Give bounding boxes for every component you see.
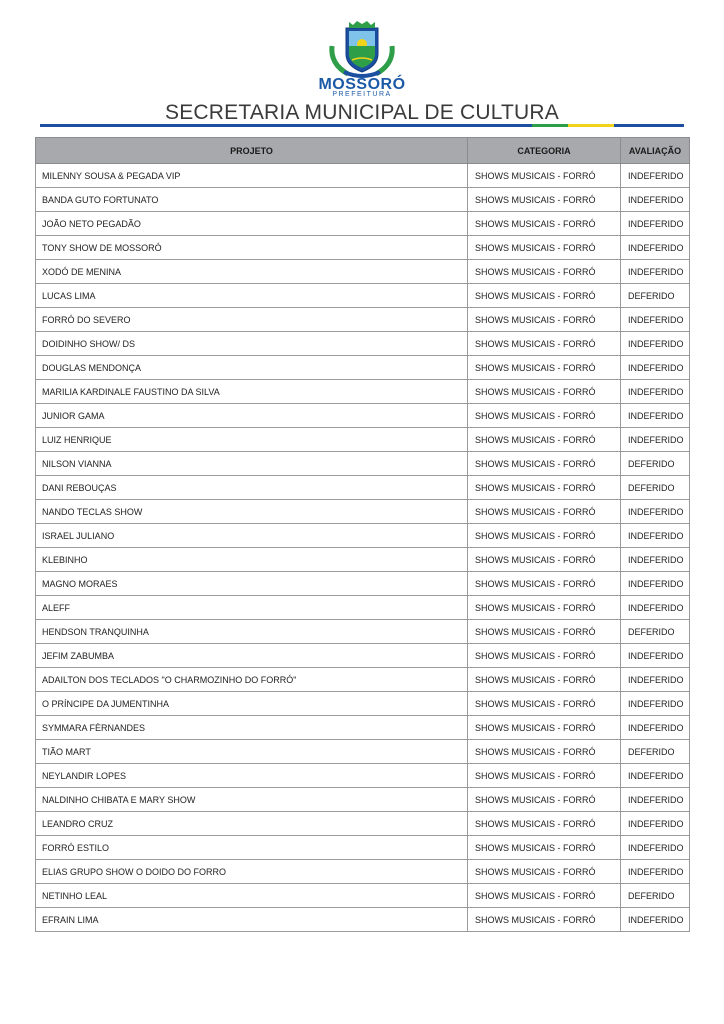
brand-name: MOSSORÓ: [318, 76, 406, 93]
table-row: [36, 788, 690, 812]
cell-projeto: NANDO TECLAS SHOW: [36, 500, 468, 524]
header-stripe-green: [532, 124, 568, 127]
cell-projeto: FORRÓ ESTILO: [36, 836, 468, 860]
table-row: [36, 572, 690, 596]
cell-categoria: SHOWS MUSICAIS - FORRÓ: [468, 908, 621, 932]
cell-projeto: ELIAS GRUPO SHOW O DOIDO DO FORRO: [36, 860, 468, 884]
table-row: [36, 884, 690, 908]
cell-categoria: SHOWS MUSICAIS - FORRÓ: [468, 572, 621, 596]
column-header-categoria: CATEGORIA: [468, 138, 621, 164]
cell-projeto: MAGNO MORAES: [36, 572, 468, 596]
table-row: [36, 164, 690, 188]
cell-categoria: SHOWS MUSICAIS - FORRÓ: [468, 764, 621, 788]
cell-projeto: KLEBINHO: [36, 548, 468, 572]
cell-projeto: HENDSON TRANQUINHA: [36, 620, 468, 644]
cell-projeto: DOIDINHO SHOW/ DS: [36, 332, 468, 356]
cell-avaliacao: INDEFERIDO: [621, 380, 690, 404]
table-row: [36, 596, 690, 620]
cell-projeto: NETINHO LEAL: [36, 884, 468, 908]
cell-avaliacao: INDEFERIDO: [621, 236, 690, 260]
cell-avaliacao: INDEFERIDO: [621, 548, 690, 572]
table-row: [36, 236, 690, 260]
cell-avaliacao: INDEFERIDO: [621, 332, 690, 356]
cell-projeto: XODÓ DE MENINA: [36, 260, 468, 284]
cell-projeto: NILSON VIANNA: [36, 452, 468, 476]
cell-categoria: SHOWS MUSICAIS - FORRÓ: [468, 668, 621, 692]
cell-categoria: SHOWS MUSICAIS - FORRÓ: [468, 164, 621, 188]
table-row: [36, 452, 690, 476]
cell-avaliacao: INDEFERIDO: [621, 692, 690, 716]
cell-projeto: SYMMARA FÈRNANDES: [36, 716, 468, 740]
cell-categoria: SHOWS MUSICAIS - FORRÓ: [468, 500, 621, 524]
cell-projeto: ALEFF: [36, 596, 468, 620]
crest-icon: [322, 20, 402, 80]
table-row: [36, 836, 690, 860]
cell-projeto: NEYLANDIR LOPES: [36, 764, 468, 788]
cell-avaliacao: INDEFERIDO: [621, 596, 690, 620]
cell-projeto: TIÃO MART: [36, 740, 468, 764]
results-table: [35, 137, 690, 932]
cell-projeto: MILENNY SOUSA & PEGADA VIP: [36, 164, 468, 188]
cell-avaliacao: INDEFERIDO: [621, 188, 690, 212]
cell-projeto: JEFIM ZABUMBA: [36, 644, 468, 668]
cell-avaliacao: INDEFERIDO: [621, 212, 690, 236]
cell-categoria: SHOWS MUSICAIS - FORRÓ: [468, 308, 621, 332]
cell-avaliacao: DEFERIDO: [621, 740, 690, 764]
cell-avaliacao: DEFERIDO: [621, 884, 690, 908]
header-stripe-yellow: [568, 124, 614, 127]
cell-avaliacao: INDEFERIDO: [621, 260, 690, 284]
cell-categoria: SHOWS MUSICAIS - FORRÓ: [468, 452, 621, 476]
cell-projeto: ADAILTON DOS TECLADOS "O CHARMOZINHO DO FORRÓ": [36, 668, 468, 692]
cell-avaliacao: INDEFERIDO: [621, 836, 690, 860]
cell-categoria: SHOWS MUSICAIS - FORRÓ: [468, 836, 621, 860]
cell-avaliacao: INDEFERIDO: [621, 788, 690, 812]
table-row: [36, 908, 690, 932]
cell-categoria: SHOWS MUSICAIS - FORRÓ: [468, 356, 621, 380]
table-row: [36, 284, 690, 308]
cell-avaliacao: DEFERIDO: [621, 476, 690, 500]
table-row: [36, 764, 690, 788]
cell-avaliacao: INDEFERIDO: [621, 404, 690, 428]
cell-avaliacao: DEFERIDO: [621, 452, 690, 476]
cell-categoria: SHOWS MUSICAIS - FORRÓ: [468, 884, 621, 908]
table-row: [36, 404, 690, 428]
cell-projeto: MARILIA KARDINALE FAUSTINO DA SILVA: [36, 380, 468, 404]
cell-categoria: SHOWS MUSICAIS - FORRÓ: [468, 260, 621, 284]
cell-avaliacao: INDEFERIDO: [621, 812, 690, 836]
table-row: [36, 716, 690, 740]
cell-avaliacao: DEFERIDO: [621, 620, 690, 644]
cell-projeto: ISRAEL JULIANO: [36, 524, 468, 548]
header-stripe-blue-end: [614, 124, 684, 127]
cell-avaliacao: INDEFERIDO: [621, 572, 690, 596]
cell-projeto: LUIZ HENRIQUE: [36, 428, 468, 452]
column-header-projeto: PROJETO: [36, 138, 468, 164]
table-row: [36, 500, 690, 524]
cell-projeto: JUNIOR GAMA: [36, 404, 468, 428]
table-row: [36, 428, 690, 452]
table-row: [36, 524, 690, 548]
cell-categoria: SHOWS MUSICAIS - FORRÓ: [468, 812, 621, 836]
table-row: [36, 692, 690, 716]
cell-avaliacao: INDEFERIDO: [621, 308, 690, 332]
page-header: [0, 0, 724, 132]
cell-avaliacao: INDEFERIDO: [621, 500, 690, 524]
cell-avaliacao: INDEFERIDO: [621, 428, 690, 452]
cell-categoria: SHOWS MUSICAIS - FORRÓ: [468, 548, 621, 572]
cell-avaliacao: DEFERIDO: [621, 284, 690, 308]
cell-projeto: DOUGLAS MENDONÇA: [36, 356, 468, 380]
table-header-row: [36, 138, 690, 164]
cell-avaliacao: INDEFERIDO: [621, 908, 690, 932]
table-row: [36, 212, 690, 236]
table-row: [36, 476, 690, 500]
cell-categoria: SHOWS MUSICAIS - FORRÓ: [468, 332, 621, 356]
cell-avaliacao: INDEFERIDO: [621, 668, 690, 692]
cell-categoria: SHOWS MUSICAIS - FORRÓ: [468, 380, 621, 404]
cell-projeto: BANDA GUTO FORTUNATO: [36, 188, 468, 212]
brand-subtitle: PREFEITURA: [332, 91, 392, 98]
cell-avaliacao: INDEFERIDO: [621, 356, 690, 380]
cell-avaliacao: INDEFERIDO: [621, 764, 690, 788]
cell-categoria: SHOWS MUSICAIS - FORRÓ: [468, 716, 621, 740]
cell-projeto: DANI REBOUÇAS: [36, 476, 468, 500]
table-body: [36, 164, 690, 932]
cell-projeto: LUCAS LIMA: [36, 284, 468, 308]
table-row: [36, 260, 690, 284]
table-row: [36, 812, 690, 836]
header-stripe-blue: [40, 124, 532, 127]
department-title: SECRETARIA MUNICIPAL DE CULTURA: [165, 101, 559, 124]
table-row: [36, 380, 690, 404]
cell-avaliacao: INDEFERIDO: [621, 860, 690, 884]
table-row: [36, 308, 690, 332]
cell-categoria: SHOWS MUSICAIS - FORRÓ: [468, 236, 621, 260]
cell-categoria: SHOWS MUSICAIS - FORRÓ: [468, 644, 621, 668]
table-row: [36, 620, 690, 644]
cell-categoria: SHOWS MUSICAIS - FORRÓ: [468, 404, 621, 428]
table-row: [36, 740, 690, 764]
cell-projeto: NALDINHO CHIBATA E MARY SHOW: [36, 788, 468, 812]
cell-categoria: SHOWS MUSICAIS - FORRÓ: [468, 740, 621, 764]
cell-avaliacao: INDEFERIDO: [621, 644, 690, 668]
cell-projeto: JOÃO NETO PEGADÃO: [36, 212, 468, 236]
table-row: [36, 332, 690, 356]
cell-categoria: SHOWS MUSICAIS - FORRÓ: [468, 596, 621, 620]
cell-categoria: SHOWS MUSICAIS - FORRÓ: [468, 860, 621, 884]
cell-avaliacao: INDEFERIDO: [621, 164, 690, 188]
cell-projeto: EFRAIN LIMA: [36, 908, 468, 932]
cell-categoria: SHOWS MUSICAIS - FORRÓ: [468, 284, 621, 308]
table-row: [36, 188, 690, 212]
table-row: [36, 548, 690, 572]
cell-avaliacao: INDEFERIDO: [621, 716, 690, 740]
cell-projeto: TONY SHOW DE MOSSORÓ: [36, 236, 468, 260]
cell-projeto: LEANDRO CRUZ: [36, 812, 468, 836]
cell-categoria: SHOWS MUSICAIS - FORRÓ: [468, 788, 621, 812]
cell-projeto: FORRÓ DO SEVERO: [36, 308, 468, 332]
cell-categoria: SHOWS MUSICAIS - FORRÓ: [468, 524, 621, 548]
cell-categoria: SHOWS MUSICAIS - FORRÓ: [468, 212, 621, 236]
cell-projeto: O PRÍNCIPE DA JUMENTINHA: [36, 692, 468, 716]
table-row: [36, 356, 690, 380]
cell-categoria: SHOWS MUSICAIS - FORRÓ: [468, 428, 621, 452]
table-row: [36, 644, 690, 668]
table-row: [36, 668, 690, 692]
cell-categoria: SHOWS MUSICAIS - FORRÓ: [468, 476, 621, 500]
column-header-avaliacao: AVALIAÇÃO: [621, 138, 690, 164]
cell-categoria: SHOWS MUSICAIS - FORRÓ: [468, 188, 621, 212]
cell-avaliacao: INDEFERIDO: [621, 524, 690, 548]
cell-categoria: SHOWS MUSICAIS - FORRÓ: [468, 692, 621, 716]
cell-categoria: SHOWS MUSICAIS - FORRÓ: [468, 620, 621, 644]
table-row: [36, 860, 690, 884]
